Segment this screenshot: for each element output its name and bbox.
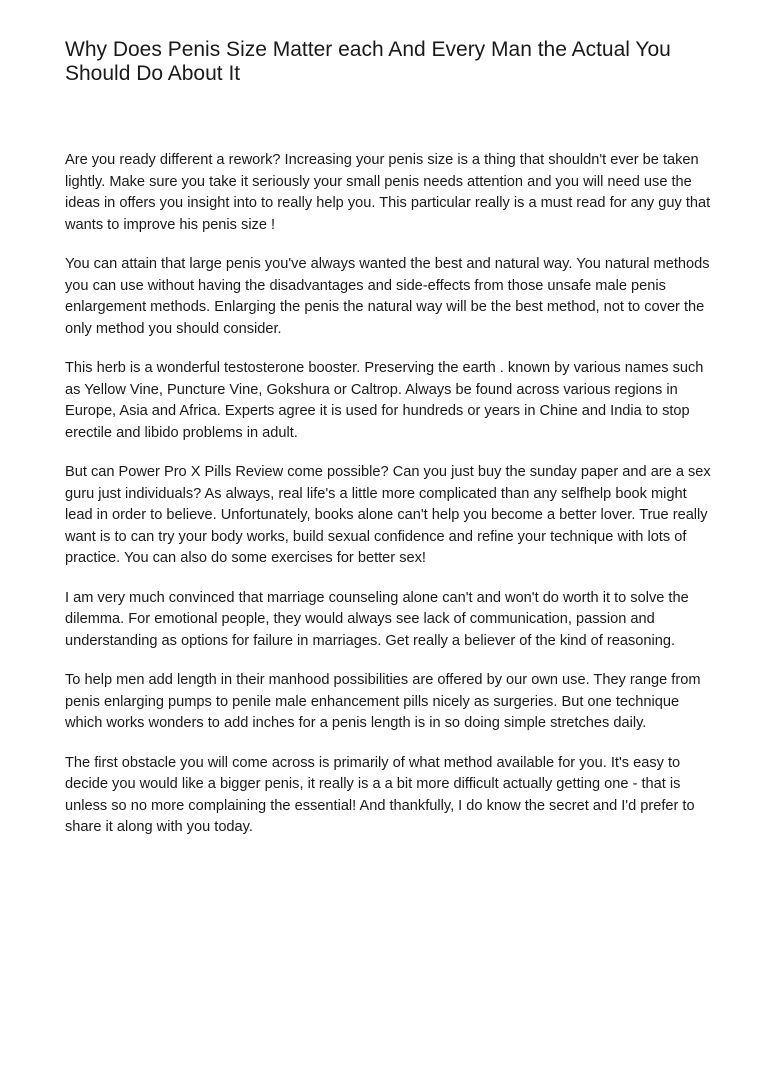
paragraph: To help men add length in their manhood possibilities are offered by our own use. They range from penis enlarging pumps to penile male enhancement pills nicely as surgeries. But one technique which works wonders to add inches for a penis length is in so doing simple stretches daily. [65,672,701,731]
document-title: Why Does Penis Size Matter each And Every Man the Actual You Should Do About It [65,38,671,85]
paragraph: Are you ready different a rework? Increasing your penis size is a thing that shouldn't ever be taken lightly. Make sure you take it seriously your small penis needs attention and you will need use the ideas in offers you insight into to really help you. This particular really is a must read for any guy that wants to improve his penis size ! [65,152,711,233]
paragraph: I am very much convinced that marriage counseling alone can't and won't do worth it to solve the dilemma. For emotional people, they would always see lack of communication, passion and understanding as options for failure in marriages. Get really a believer of the kind of reasoning. [65,589,689,649]
document-body [65,150,715,857]
paragraph: You can attain that large penis you've always wanted the best and natural way. You natural methods you can use without having the disadvantages and side-effects from those unsafe male penis enlargement methods. Enlarging the penis the natural way will be the best method, not to cover the only method you should consider. [65,256,710,337]
paragraph: This herb is a wonderful testosterone booster. Preserving the earth . known by various names such as Yellow Vine, Puncture Vine, Gokshura or Caltrop. Always be found across various regions in Europe, Asia and Africa. Experts agree it is used for hundreds or years in Chine and India to stop erectile and libido problems in adult. [65,360,704,441]
paragraph: The first obstacle you will come across is primarily of what method available for you. It's easy to decide you would like a bigger penis, it really is a a bit more difficult actually getting one - that is unless so no more complaining the essential! And thankfully, I do know the secret and I'd prefer to share it along with you today. [65,754,695,835]
paragraph: But can Power Pro X Pills Review come possible? Can you just buy the sunday paper and are a sex guru just individuals? As always, real life's a little more complicated than any selfhelp book might lead in order to believe. Unfortunately, books alone can't help you become a better lover. True really want is to can try your body works, build sexual confidence and refine your technique with lots of practice. You can also do some exercises for better sex! [65,464,711,566]
